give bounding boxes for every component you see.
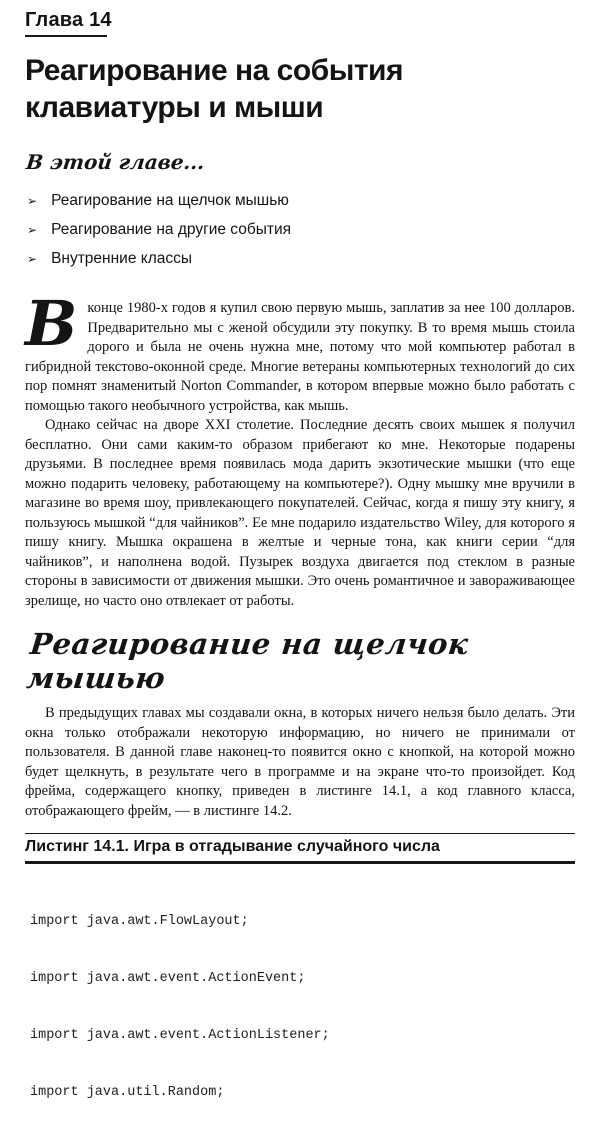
page-title-line-1: Реагирование на события [25, 54, 403, 87]
code-line: import java.awt.event.ActionEvent; [30, 971, 306, 986]
section-paragraph-1: В предыдущих главах мы создавали окна, в которых ничего нельзя было делать. Эти окна только отображали некоторую информацию, но ничего не принимали от пользователя. В данной главе наконец-то появится окно с кнопкой, на которой можно будет щелкнуть, в результате чего в программе и на экране что-то произойдет. Код фрейма, содержащего кнопку, приведен в листинге 14.1, а код главного класса, отображающего фрейм, — в листинге 14.2. [25, 705, 575, 819]
toc-item-label: Реагирование на другие события [51, 220, 292, 238]
arrow-bullet-icon: ➢ [27, 222, 38, 237]
toc-item [25, 244, 575, 273]
arrow-bullet-icon: ➢ [27, 251, 38, 266]
chapter-toc-list [25, 186, 575, 273]
intro-paragraph-2: Однако сейчас на дворе XXI столетие. Последние десять своих мышек я получил бесплатно. Они сами каким-то образом прибегают ко мне. Некоторые подарены друзьями. В последнее время появилась мода дарить экзотические мышки (что еще можно подарить человеку, работающему на компьютере?). Одну мышку мне вручили в магазине во время шоу, привлекающего покупателей. Сейчас, когда я пишу эту книгу, я пользуюсь мышкой “для чайников”. Ее мне подарило издательство Wiley, для которого я пишу книгу. Мышка окрашена в желтые и черные тона, как книги серии “для чайников”, и наполнена водой. Пузырек воздуха двигается под стеклом в разные стороны в зависимости от движения мышки. Это очень романтичное и завораживающее зрелище, но часто оно отвлекает от работы. [25, 417, 575, 609]
code-line: import java.util.Random; [30, 1085, 225, 1100]
chapter-label: Глава 14 [25, 9, 112, 31]
toc-item-label: Реагирование на щелчок мышью [51, 191, 289, 209]
page-title-line-2: клавиатуры и мыши [25, 91, 324, 124]
section-heading-mouse-click: Реагирование на щелчок мышью [25, 627, 471, 695]
intro-paragraph-1 [25, 287, 575, 416]
code-line: import java.awt.event.ActionListener; [30, 1028, 330, 1043]
code-listing [30, 874, 575, 1140]
page-title [25, 52, 575, 126]
intro-section [25, 287, 575, 611]
toc-item-label: Внутренние классы [51, 249, 193, 267]
arrow-bullet-icon: ➢ [27, 193, 38, 208]
code-line: import java.awt.FlowLayout; [30, 914, 249, 929]
in-this-chapter-heading: В этой главе... [25, 150, 206, 174]
toc-item [25, 186, 575, 215]
chapter-underline-rule [25, 35, 107, 37]
drop-cap-letter: В [25, 287, 78, 360]
section-body [25, 704, 575, 821]
listing-caption: Листинг 14.1. Игра в отгадывание случайного числа [25, 833, 575, 864]
intro-paragraph-1-text: конце 1980-х годов я купил свою первую мышь, заплатив за нее 100 долларов. Предварительно мы с женой обсудили эту покупку. В то время мышь стоила дорого и была не очень нужна мне, потому что мой компьютер работал в гибридной текстово-оконной среде. Многие ветераны компьютерных технологий до сих пор помнят знаменитый Norton Commander, в котором впервые можно было работать с помощью такого необычного устройства, как мышь. [25, 300, 575, 414]
toc-item [25, 215, 575, 244]
